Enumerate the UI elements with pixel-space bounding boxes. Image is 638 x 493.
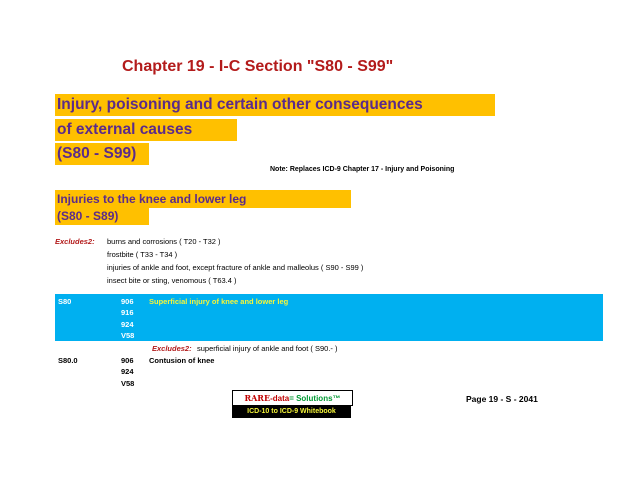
- subheading-line-1: Injuries to the knee and lower leg: [55, 190, 351, 208]
- excludes2-item: insect bite or sting, venomous ( T63.4 ): [107, 276, 237, 285]
- code-highlight-band: [55, 294, 603, 341]
- whitebook-subtitle: ICD-10 to ICD-9 Whitebook: [232, 405, 351, 418]
- entry-code: S80.0: [58, 356, 78, 365]
- page-number: Page 19 - S - 2041: [466, 394, 538, 404]
- icd9-code: 906: [121, 297, 134, 306]
- icd9-code: 916: [121, 308, 134, 317]
- heading-line-3: (S80 - S99): [55, 143, 149, 165]
- entry-description: Superficial injury of knee and lower leg: [149, 297, 289, 306]
- icd9-code: 924: [121, 320, 134, 329]
- rare-data-logo: [232, 390, 353, 406]
- subheading-line-2: (S80 - S89): [55, 207, 149, 225]
- heading-line-1: Injury, poisoning and certain other consequences: [55, 94, 495, 116]
- chapter-title: Chapter 19 - I-C Section "S80 - S99": [122, 58, 394, 75]
- excludes2-item: injuries of ankle and foot, except fracture of ankle and malleolus ( S90 - S99 ): [107, 263, 364, 272]
- replaces-note: Note: Replaces ICD-9 Chapter 17 - Injury and Poisoning: [270, 166, 455, 173]
- logo-data: data: [272, 394, 290, 403]
- excludes2-item: frostbite ( T33 - T34 ): [107, 250, 178, 259]
- entry-description: Contusion of knee: [149, 356, 215, 365]
- excludes2-label: Excludes2:: [55, 237, 95, 246]
- entry-excludes-label: Excludes2:: [152, 344, 192, 353]
- logo-solutions: = Solutions™: [289, 394, 341, 403]
- excludes2-item: burns and corrosions ( T20 - T32 ): [107, 237, 221, 246]
- entry-excludes-text: superficial injury of ankle and foot ( S90.- ): [197, 344, 338, 353]
- entry-code: S80: [58, 297, 72, 306]
- icd9-code: V58: [121, 331, 135, 340]
- heading-line-2: of external causes: [55, 119, 237, 141]
- icd9-code: 906: [121, 356, 134, 365]
- logo-rare: RARE: [244, 393, 271, 403]
- icd9-code: V58: [121, 379, 135, 388]
- logo-dash: -: [270, 394, 273, 403]
- icd9-code: 924: [121, 367, 134, 376]
